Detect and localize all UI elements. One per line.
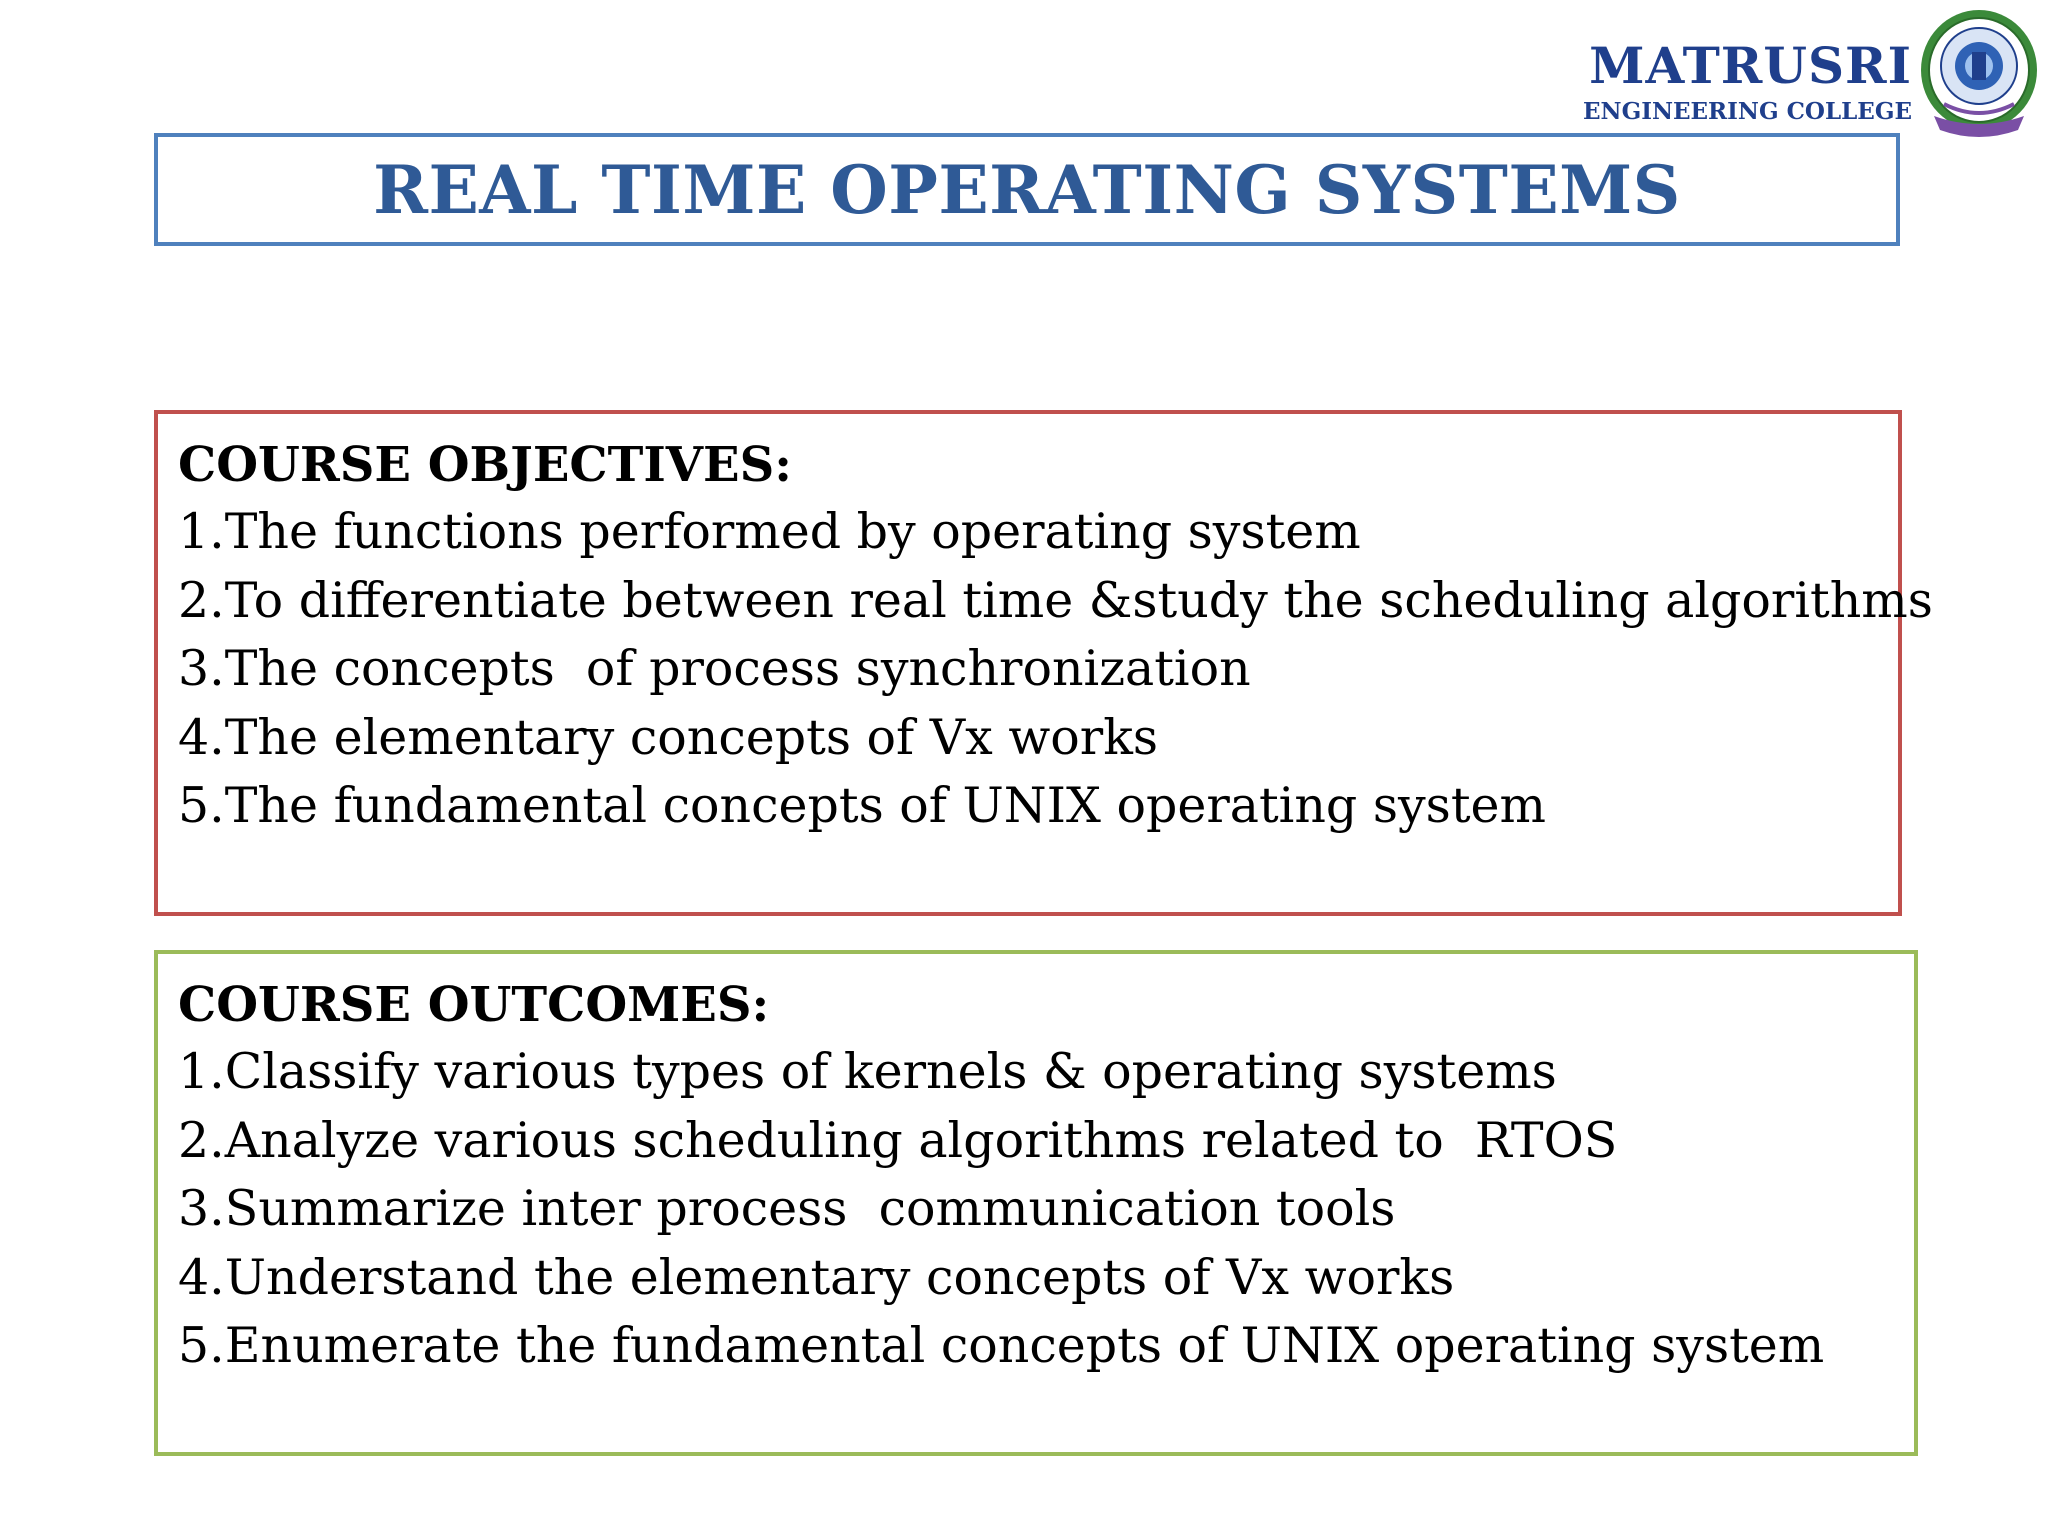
outcome-item: 5.Enumerate the fundamental concepts of UNIX operating system <box>178 1317 1825 1374</box>
college-seal-icon <box>1914 4 2044 144</box>
outcome-item: 2.Analyze various scheduling algorithms related to RTOS <box>178 1111 1618 1169</box>
title-banner <box>154 133 1900 246</box>
outcomes-heading: COURSE OUTCOMES: <box>178 977 770 1033</box>
objective-item: 2.To differentiate between real time &study the scheduling algorithms <box>178 571 1933 629</box>
college-subtitle: ENGINEERING COLLEGE <box>1583 98 1912 125</box>
objectives-heading: COURSE OBJECTIVES: <box>178 437 792 493</box>
outcome-item: 1.Classify various types of kernels & operating systems <box>178 1043 1557 1100</box>
objective-item: 4.The elementary concepts of Vx works <box>178 708 1159 766</box>
objective-item: 3.The concepts of process synchronization <box>178 640 1251 697</box>
college-logo <box>1583 4 2048 144</box>
page-title: REAL TIME OPERATING SYSTEMS <box>373 150 1681 229</box>
objective-item: 1.The functions performed by operating system <box>178 503 1361 560</box>
college-name: MATRUSRI <box>1589 36 1912 95</box>
course-outcomes-box <box>154 950 1918 1456</box>
outcome-item: 4.Understand the elementary concepts of Vx works <box>178 1248 1455 1306</box>
objective-item: 5.The fundamental concepts of UNIX operating system <box>178 777 1546 834</box>
course-objectives-box <box>154 410 1933 916</box>
outcome-item: 3.Summarize inter process communication tools <box>178 1180 1396 1237</box>
